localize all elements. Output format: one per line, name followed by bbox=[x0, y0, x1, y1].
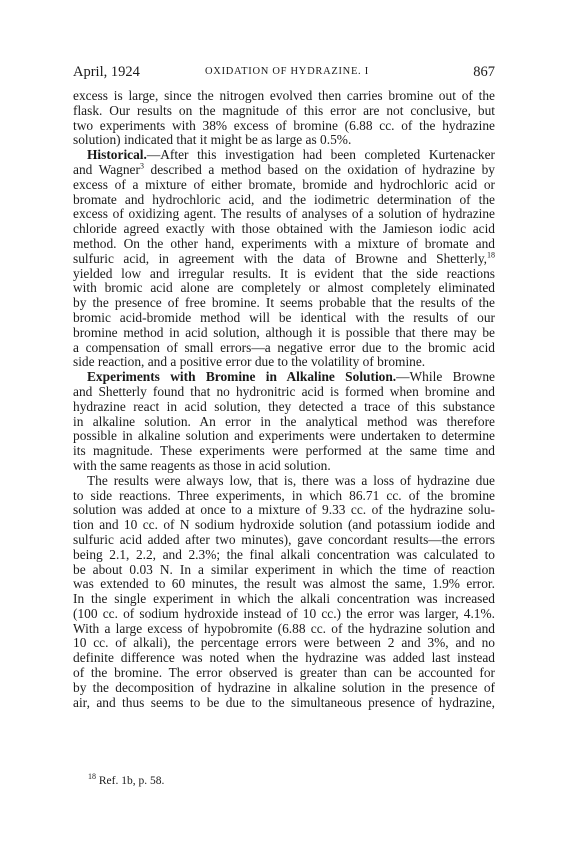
line-text: solution was added at once to a mixture of 9.33 cc. of the hydrazine solu- bbox=[73, 502, 495, 518]
text-line bbox=[73, 533, 495, 548]
text-line bbox=[73, 607, 495, 622]
text-line bbox=[73, 592, 495, 607]
citation-superscript: 18 bbox=[487, 250, 495, 260]
line-text: chloride agreed exactly with those obtained with the Jamieson iodic acid bbox=[73, 221, 495, 237]
line-text: —While Browne bbox=[396, 369, 495, 385]
line-text: being 2.1, 2.2, and 2.3%; the final alkali concentration was calculated to bbox=[73, 546, 495, 562]
line-text: and Shetterly found that no hydronitric acid is formed when bromine and bbox=[73, 383, 495, 399]
line-text: definite difference was noted when the hydrazine was added last instead bbox=[73, 650, 495, 666]
text-line bbox=[73, 518, 495, 533]
header-title: OXIDATION OF HYDRAZINE. I bbox=[205, 66, 369, 77]
text-line bbox=[73, 237, 495, 252]
text-line bbox=[73, 415, 495, 430]
text-line bbox=[73, 163, 495, 178]
line-text: solution) indicated that it might be as large as 0.5%. bbox=[73, 132, 352, 148]
line-text: by the presence of free bromine. It seems probable that the results of the bbox=[73, 295, 495, 311]
line-text: bromine method in acid solution, although it is possible that there may be bbox=[73, 324, 495, 340]
line-text: be about 0.03 N. In a similar experiment in which the time of reaction bbox=[73, 561, 495, 577]
line-text: and Wagner bbox=[73, 161, 140, 177]
line-text: tion and 10 cc. of N sodium hydroxide solution (and potassium iodide and bbox=[73, 517, 495, 533]
line-text: by the decomposition of hydrazine in alkaline solution in the presence of bbox=[73, 679, 495, 695]
text-line bbox=[73, 119, 495, 134]
text-line bbox=[73, 548, 495, 563]
line-text: two experiments with 38% excess of bromine (6.88 cc. of the hydrazine bbox=[73, 117, 495, 133]
line-text: bromic acid-bromide method will be identical with the results of our bbox=[73, 309, 495, 325]
section-heading: Historical. bbox=[87, 147, 147, 163]
text-line bbox=[73, 400, 495, 415]
line-text: bromate and hydrochloric acid, and the iodimetric determination of the bbox=[73, 191, 495, 207]
line-text: of the bromine. The error observed is greater than can be accounted for bbox=[73, 665, 495, 681]
body-text bbox=[73, 89, 495, 710]
text-line bbox=[73, 696, 495, 711]
text-line bbox=[73, 681, 495, 696]
line-text: method. On the other hand, experiments with a mixture of bromate and bbox=[73, 235, 495, 251]
line-text: —After this investigation had been completed Kurtenacker bbox=[146, 147, 495, 163]
text-line bbox=[73, 622, 495, 637]
text-line bbox=[73, 326, 495, 341]
text-line bbox=[73, 636, 495, 651]
text-line bbox=[73, 252, 495, 267]
text-line bbox=[73, 651, 495, 666]
text-line bbox=[73, 666, 495, 681]
line-text: was extended to 60 minutes, the result was almost the same, 1.9% error. bbox=[73, 576, 495, 592]
page-number: 867 bbox=[473, 64, 495, 80]
line-text: with the same reagents as those in acid solution. bbox=[73, 457, 331, 473]
text-line bbox=[73, 222, 495, 237]
line-text: to side reactions. Three experiments, in which 86.71 cc. of the bromine bbox=[73, 487, 495, 503]
text-line bbox=[73, 267, 495, 282]
line-text: excess is large, since the nitrogen evolved then carries bromine out of the bbox=[73, 88, 495, 103]
footnote-mark: 18 bbox=[88, 772, 96, 782]
line-text: (100 cc. of sodium hydroxide instead of 10 cc.) the error was larger, 4.1%. bbox=[73, 605, 495, 621]
text-line bbox=[73, 459, 495, 474]
line-text: 10 cc. of alkali), the percentage errors were between 2 and 3%, and no bbox=[73, 635, 495, 651]
footnote-text: Ref. 1b, p. 58. bbox=[96, 775, 165, 787]
text-line bbox=[73, 355, 495, 370]
text-line bbox=[73, 193, 495, 208]
line-text: its magnitude. These experiments were performed at the same time and bbox=[73, 443, 495, 459]
text-line bbox=[73, 133, 495, 148]
line-text: air, and thus seems to be due to the simultaneous presence of hydrazine, bbox=[73, 694, 495, 710]
header-date: April, 1924 bbox=[73, 64, 140, 80]
line-text: In the single experiment in which the alkali concentration was increased bbox=[73, 591, 495, 607]
section-heading: Experiments with Bromine in Alkaline Solution. bbox=[87, 369, 397, 385]
text-line bbox=[73, 563, 495, 578]
text-line bbox=[73, 281, 495, 296]
line-text: flask. Our results on the magnitude of this error are not conclusive, but bbox=[73, 102, 495, 118]
text-line bbox=[73, 311, 495, 326]
text-line bbox=[73, 474, 495, 489]
text-line bbox=[73, 104, 495, 119]
text-line bbox=[73, 370, 495, 385]
line-text: with bromic acid alone are completely or almost completely eliminated bbox=[73, 280, 495, 296]
line-text: side reaction, and a positive error due to the volatility of bromine. bbox=[73, 354, 426, 370]
text-line bbox=[73, 444, 495, 459]
line-text: described a method based on the oxidation of hydrazine by bbox=[143, 161, 495, 177]
line-text: in alkaline solution. An error in the analytical method was therefore bbox=[73, 413, 495, 429]
line-text: possible in alkaline solution and experiments were undertaken to determine bbox=[73, 428, 495, 444]
text-line bbox=[73, 503, 495, 518]
text-line bbox=[73, 341, 495, 356]
line-text: sulfuric acid added after two minutes), gave concordant results—the errors bbox=[73, 531, 495, 547]
line-text: sulfuric acid, in agreement with the data of Browne and Shetterly, bbox=[73, 250, 487, 266]
line-text: hydrazine react in acid solution, they detected a trace of this substance bbox=[73, 398, 495, 414]
line-text: a compensation of small errors—a negative error due to the bromic acid bbox=[73, 339, 495, 355]
text-line bbox=[73, 429, 495, 444]
footnote bbox=[88, 772, 165, 787]
line-text: yielded low and irregular results. It is evident that the side reactions bbox=[73, 265, 495, 281]
text-line bbox=[73, 148, 495, 163]
text-line bbox=[73, 296, 495, 311]
text-line bbox=[73, 385, 495, 400]
line-text: excess of a mixture of either bromate, bromide and hydrochloric acid or bbox=[73, 176, 495, 192]
citation-superscript: 3 bbox=[139, 161, 144, 171]
running-header bbox=[73, 64, 495, 82]
text-line bbox=[73, 489, 495, 504]
line-text: With a large excess of hypobromite (6.88 cc. of the hydrazine solution and bbox=[73, 620, 495, 636]
line-text: The results were always low, that is, there was a loss of hydrazine due bbox=[87, 472, 495, 488]
line-text: excess of oxidizing agent. The results of analyses of a solution of hydrazine bbox=[73, 206, 495, 222]
text-line bbox=[73, 207, 495, 222]
text-line bbox=[73, 577, 495, 592]
text-line bbox=[73, 89, 495, 104]
text-line bbox=[73, 178, 495, 193]
